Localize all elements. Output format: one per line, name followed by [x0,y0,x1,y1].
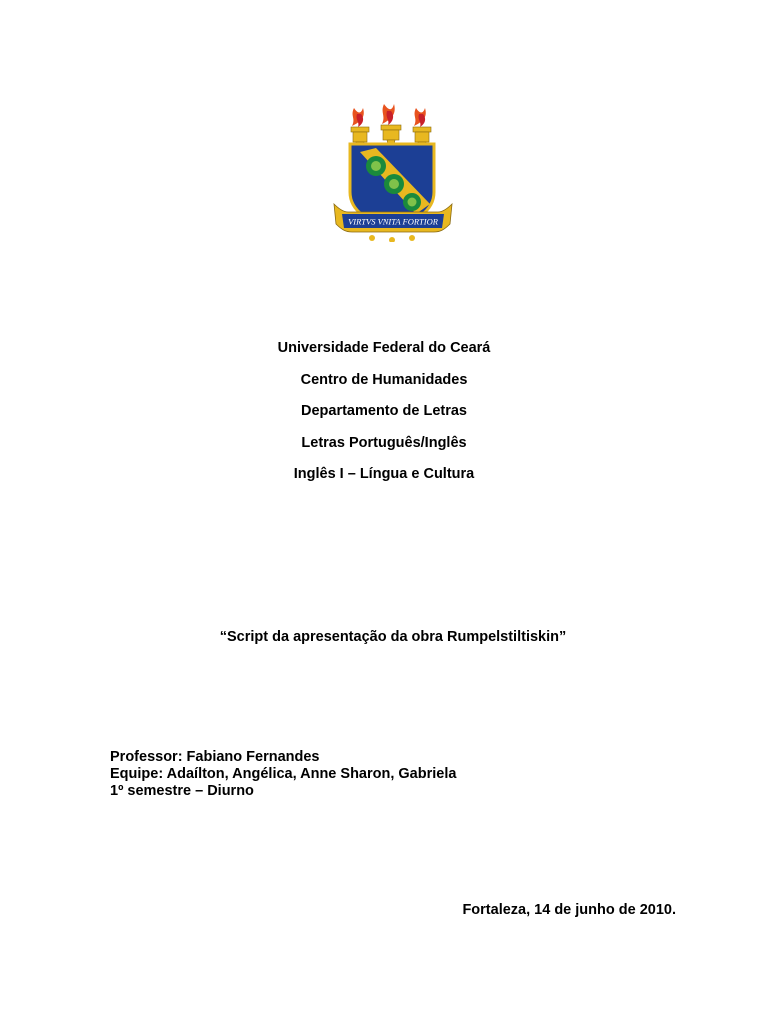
stars [369,235,415,242]
professor-line: Professor: Fabiano Fernandes [110,749,320,765]
university-crest [330,100,456,242]
course-name: Letras Português/Inglês [301,434,467,451]
team-line: Equipe: Adaílton, Angélica, Anne Sharon, Gabriela [110,766,457,782]
discipline-name: Inglês I – Língua e Cultura [293,466,475,482]
university-name: Universidade Federal do Ceará [277,340,491,356]
credits-block [110,749,456,800]
document-title: “Script da apresentação da obra Rumpelstiltiskin” [219,629,567,645]
place-date: Fortaleza, 14 de junho de 2010. [462,902,676,918]
department-name: Departamento de Letras [301,403,467,419]
semester-line: 1º semestre – Diurno [110,783,254,799]
motto-text: VIRTVS VNITA FORTIOR [348,216,438,227]
university-crest-icon [330,100,456,242]
institution-header [0,340,768,498]
center-name: Centro de Humanidades [300,371,468,388]
